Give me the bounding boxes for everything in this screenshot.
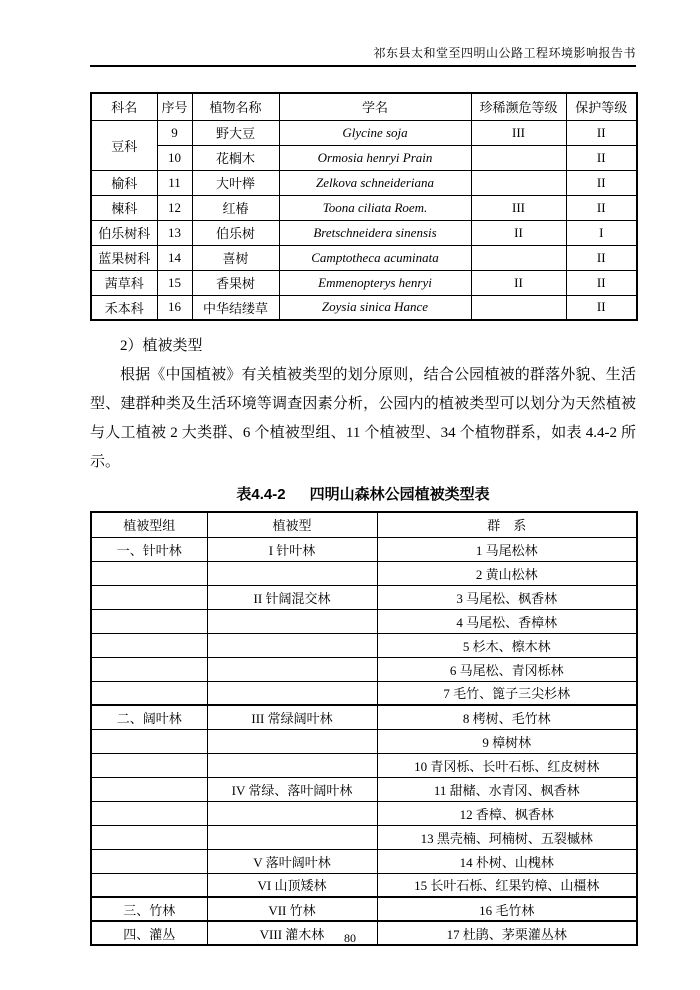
- rare-plant-row: [91, 170, 637, 195]
- formation-cell: 15 长叶石栎、红果钓樟、山橿林: [377, 873, 637, 897]
- formation-cell: 10 青冈栎、长叶石栎、红皮树林: [377, 753, 637, 777]
- vegetation-group-cell: [91, 729, 207, 753]
- rare-grade-cell: [471, 170, 566, 195]
- formation-cell: 6 马尾松、青冈栎林: [377, 657, 637, 681]
- table1-column-header-4: 珍稀濒危等级: [471, 93, 566, 120]
- protection-grade-cell: II: [566, 145, 637, 170]
- header-rule: [90, 65, 636, 67]
- rare-grade-cell: [471, 295, 566, 320]
- rare-plant-row: [91, 220, 637, 245]
- vegetation-group-cell: [91, 633, 207, 657]
- serial-number-cell: 11: [157, 170, 192, 195]
- serial-number-cell: 9: [157, 120, 192, 145]
- latin-name-cell: Zoysia sinica Hance: [279, 295, 471, 320]
- vegetation-row: [91, 681, 637, 705]
- running-header-title: 祁东县太和堂至四明山公路工程环境影响报告书: [373, 46, 636, 60]
- latin-name-cell: Glycine soja: [279, 120, 471, 145]
- vegetation-group-cell: [91, 609, 207, 633]
- latin-name-cell: Emmenopterys henryi: [279, 270, 471, 295]
- vegetation-row: [91, 873, 637, 897]
- formation-cell: 7 毛竹、篦子三尖杉林: [377, 681, 637, 705]
- vegetation-type-cell: VII 竹林: [207, 897, 377, 921]
- running-header: [90, 0, 636, 61]
- family-cell: 禾本科: [91, 295, 157, 320]
- formation-cell: 8 栲树、毛竹林: [377, 705, 637, 729]
- rare-grade-cell: II: [471, 220, 566, 245]
- table1-column-header-0: 科名: [91, 93, 157, 120]
- vegetation-type-cell: III 常绿阔叶林: [207, 705, 377, 729]
- protection-grade-cell: I: [566, 220, 637, 245]
- vegetation-row: [91, 729, 637, 753]
- formation-cell: 14 朴树、山槐林: [377, 849, 637, 873]
- vegetation-type-cell: II 针阔混交林: [207, 585, 377, 609]
- plant-name-cell: 大叶榉: [192, 170, 279, 195]
- vegetation-type-cell: V 落叶阔叶林: [207, 849, 377, 873]
- vegetation-type-cell: I 针叶林: [207, 537, 377, 561]
- page-number: 80: [344, 931, 356, 945]
- vegetation-row: [91, 537, 637, 561]
- vegetation-header-row: [91, 512, 637, 537]
- rare-plant-row: [91, 270, 637, 295]
- vegetation-group-cell: [91, 825, 207, 849]
- plant-name-cell: 花榈木: [192, 145, 279, 170]
- rare-plant-row: [91, 145, 637, 170]
- vegetation-group-cell: 三、竹林: [91, 897, 207, 921]
- rare-plant-row: [91, 120, 637, 145]
- table1-column-header-5: 保护等级: [566, 93, 637, 120]
- family-cell: 楝科: [91, 195, 157, 220]
- formation-cell: 2 黄山松林: [377, 561, 637, 585]
- vegetation-row: [91, 825, 637, 849]
- plant-name-cell: 红椿: [192, 195, 279, 220]
- vegetation-group-cell: [91, 561, 207, 585]
- vegetation-type-cell: [207, 825, 377, 849]
- table1-column-header-2: 植物名称: [192, 93, 279, 120]
- vegetation-type-cell: VI 山顶矮林: [207, 873, 377, 897]
- plant-name-cell: 喜树: [192, 245, 279, 270]
- vegetation-row: [91, 849, 637, 873]
- protection-grade-cell: II: [566, 295, 637, 320]
- protection-grade-cell: II: [566, 245, 637, 270]
- vegetation-type-cell: [207, 729, 377, 753]
- formation-cell: 12 香樟、枫香林: [377, 801, 637, 825]
- vegetation-row: [91, 897, 637, 921]
- table2-caption-label: 表4.4-2: [236, 486, 286, 503]
- table1-column-header-3: 学名: [279, 93, 471, 120]
- formation-cell: 4 马尾松、香樟林: [377, 609, 637, 633]
- family-cell: 豆科: [91, 120, 157, 170]
- plant-name-cell: 伯乐树: [192, 220, 279, 245]
- vegetation-group-cell: 四、灌丛: [91, 921, 207, 945]
- rare-plant-row: [91, 245, 637, 270]
- rare-grade-cell: [471, 245, 566, 270]
- latin-name-cell: Camptotheca acuminata: [279, 245, 471, 270]
- vegetation-group-cell: [91, 753, 207, 777]
- table1-column-header-1: 序号: [157, 93, 192, 120]
- plant-name-cell: 野大豆: [192, 120, 279, 145]
- vegetation-row: [91, 753, 637, 777]
- formation-cell: 9 樟树林: [377, 729, 637, 753]
- vegetation-types-table: [90, 511, 638, 946]
- serial-number-cell: 10: [157, 145, 192, 170]
- formation-cell: 17 杜鹃、茅栗灌丛林: [377, 921, 637, 945]
- vegetation-type-cell: VIII 灌木林: [207, 921, 377, 945]
- vegetation-row: [91, 801, 637, 825]
- vegetation-type-cell: [207, 561, 377, 585]
- rare-plants-table-head: [91, 93, 637, 120]
- vegetation-group-cell: [91, 585, 207, 609]
- family-cell: 榆科: [91, 170, 157, 195]
- table2-caption: [90, 484, 636, 506]
- formation-cell: 5 杉木、檫木林: [377, 633, 637, 657]
- plant-name-cell: 中华结缕草: [192, 295, 279, 320]
- vegetation-row: [91, 777, 637, 801]
- section-heading: 2）植被类型: [120, 338, 203, 354]
- vegetation-group-cell: [91, 801, 207, 825]
- vegetation-row: [91, 585, 637, 609]
- latin-name-cell: Toona ciliata Roem.: [279, 195, 471, 220]
- latin-name-cell: Bretschneidera sinensis: [279, 220, 471, 245]
- rare-plant-row: [91, 295, 637, 320]
- table2-caption-title: 四明山森林公园植被类型表: [309, 486, 490, 503]
- protection-grade-cell: II: [566, 270, 637, 295]
- rare-grade-cell: [471, 145, 566, 170]
- serial-number-cell: 12: [157, 195, 192, 220]
- serial-number-cell: 16: [157, 295, 192, 320]
- vegetation-group-cell: [91, 657, 207, 681]
- rare-plant-row: [91, 195, 637, 220]
- rare-plants-table-body: [91, 120, 637, 320]
- rare-plants-table: [90, 92, 638, 321]
- protection-grade-cell: II: [566, 195, 637, 220]
- vegetation-type-cell: IV 常绿、落叶阔叶林: [207, 777, 377, 801]
- rare-grade-cell: III: [471, 120, 566, 145]
- vegetation-row: [91, 705, 637, 729]
- vegetation-row: [91, 609, 637, 633]
- vegetation-row: [91, 657, 637, 681]
- protection-grade-cell: II: [566, 170, 637, 195]
- vegetation-type-cell: [207, 609, 377, 633]
- vegetation-group-cell: [91, 873, 207, 897]
- vegetation-type-cell: [207, 633, 377, 657]
- table2-column-header-1: 植被型: [207, 512, 377, 537]
- formation-cell: 3 马尾松、枫香林: [377, 585, 637, 609]
- latin-name-cell: Ormosia henryi Prain: [279, 145, 471, 170]
- table2-column-header-0: 植被型组: [91, 512, 207, 537]
- vegetation-type-cell: [207, 753, 377, 777]
- rare-grade-cell: II: [471, 270, 566, 295]
- formation-cell: 11 甜槠、水青冈、枫香林: [377, 777, 637, 801]
- vegetation-group-cell: 二、阔叶林: [91, 705, 207, 729]
- serial-number-cell: 14: [157, 245, 192, 270]
- family-cell: 伯乐树科: [91, 220, 157, 245]
- family-cell: 蓝果树科: [91, 245, 157, 270]
- serial-number-cell: 13: [157, 220, 192, 245]
- formation-cell: 1 马尾松林: [377, 537, 637, 561]
- protection-grade-cell: II: [566, 120, 637, 145]
- formation-cell: 13 黑壳楠、珂楠树、五裂槭林: [377, 825, 637, 849]
- vegetation-row: [91, 633, 637, 657]
- vegetation-type-cell: [207, 657, 377, 681]
- vegetation-group-cell: [91, 777, 207, 801]
- formation-cell: 16 毛竹林: [377, 897, 637, 921]
- vegetation-group-cell: [91, 681, 207, 705]
- vegetation-group-cell: 一、针叶林: [91, 537, 207, 561]
- vegetation-type-cell: [207, 801, 377, 825]
- vegetation-table-head: [91, 512, 637, 537]
- plant-name-cell: 香果树: [192, 270, 279, 295]
- vegetation-row: [91, 561, 637, 585]
- family-cell: 茜草科: [91, 270, 157, 295]
- rare-plants-header-row: [91, 93, 637, 120]
- serial-number-cell: 15: [157, 270, 192, 295]
- table2-column-header-2: 群 系: [377, 512, 637, 537]
- vegetation-group-cell: [91, 849, 207, 873]
- vegetation-table-body: [91, 537, 637, 945]
- section-paragraph: 根据《中国植被》有关植被类型的划分原则，结合公园植被的群落外貌、生活型、建群种类及生活环境等调查因素分析，公园内的植被类型可以划分为天然植被与人工植被 2 大类群、6 个植被型组、11 个植被型、34 个植物群系，如表 4.4-2 所示。: [90, 367, 636, 470]
- vegetation-type-cell: [207, 681, 377, 705]
- rare-grade-cell: III: [471, 195, 566, 220]
- latin-name-cell: Zelkova schneideriana: [279, 170, 471, 195]
